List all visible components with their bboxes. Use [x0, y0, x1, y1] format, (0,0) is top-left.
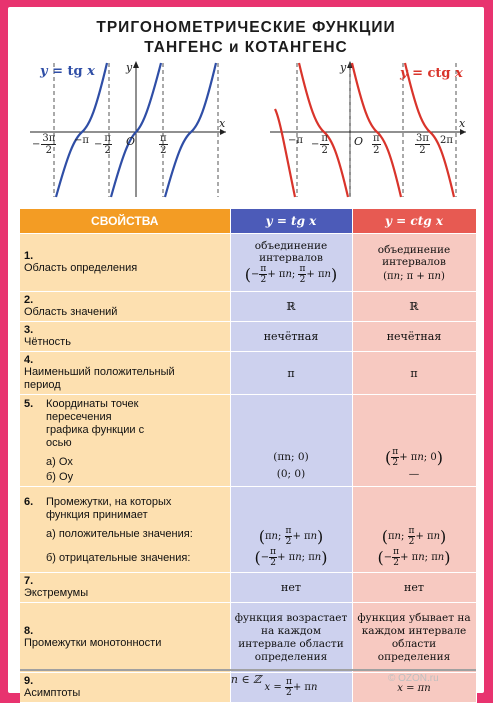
- property-cell: 3.Чётность: [20, 322, 230, 352]
- tangent-formula: y = tg x: [40, 64, 95, 79]
- origin-label: O: [354, 135, 364, 148]
- tangent-cell: объединение интервалов (− $\frac{\pi}{2}$ + πn; $\frac{\pi}{2}$ + πn): [230, 234, 352, 292]
- tangent-asymptote-formula: x = $\frac{\pi}{2}$ + πn: [264, 677, 318, 698]
- table-row: [20, 573, 476, 603]
- cotangent-domain-formula: (πn; π + πn): [383, 270, 445, 282]
- cotangent-ox-formula: ( $\frac{\pi}{2}$ + πn; 0): [385, 447, 443, 468]
- tick-3pi-2: 3π 2: [416, 133, 429, 156]
- cotangent-cell: нечётная: [352, 322, 476, 352]
- table-row: [20, 322, 476, 352]
- property-cell: 4.Наименьший положительный период: [20, 352, 230, 395]
- poster-subtitle: ТАНГЕНС и КОТАНГЕНС: [144, 39, 348, 56]
- tangent-plot: [30, 59, 230, 199]
- property-cell: 2.Область значений: [20, 292, 230, 322]
- header-properties: СВОЙСТВА: [20, 209, 230, 234]
- sub-item-oy: б) Oy: [46, 471, 74, 483]
- poster-title: ТРИГОНОМЕТРИЧЕСКИЕ ФУНКЦИИ: [96, 19, 396, 36]
- table-row: [20, 395, 476, 487]
- table-row: [20, 234, 476, 292]
- tangent-cell: [230, 487, 352, 573]
- cotangent-positive-formula: (πn; $\frac{\pi}{2}$ + πn): [381, 526, 447, 547]
- header-cotangent: y = ctg x: [352, 209, 476, 234]
- tick-2pi: 2π: [440, 135, 453, 146]
- table-row: [20, 292, 476, 322]
- properties-table: [20, 209, 477, 703]
- tick-pi-2: π 2: [160, 133, 167, 156]
- tangent-cell: π: [230, 352, 352, 395]
- cotangent-graph: [270, 59, 470, 199]
- footer-divider: [20, 669, 476, 671]
- footer-note: n ∈ ℤ: [230, 673, 262, 686]
- tangent-cell: (πn; 0) (0; 0): [230, 395, 352, 487]
- tick-minus-pi: −π: [74, 135, 89, 146]
- cotangent-cell: объединение интервалов (πn; π + πn): [352, 234, 476, 292]
- cotangent-cell: x = πn: [352, 673, 476, 703]
- tick-pi-2: π 2: [373, 133, 380, 156]
- tangent-cell: нечётная: [230, 322, 352, 352]
- cotangent-cell: ℝ: [352, 292, 476, 322]
- property-cell: 1.Область определения: [20, 234, 230, 292]
- origin-label: O: [126, 135, 136, 148]
- cotangent-cell: нет: [352, 573, 476, 603]
- tick-minus-pi-2: − $\frac{\pi}{2}$: [94, 133, 111, 156]
- property-cell: 8.Промежутки монотонности: [20, 603, 230, 673]
- property-cell: 7.Экстремумы: [20, 573, 230, 603]
- tangent-cell: функция возрастает на каждом интервале области определения: [230, 603, 352, 673]
- watermark: © OZON.ru: [388, 673, 439, 684]
- cotangent-formula: y = ctg x: [400, 66, 463, 81]
- poster: [8, 7, 484, 699]
- tangent-cell: ℝ: [230, 292, 352, 322]
- tangent-graph: [30, 59, 230, 199]
- tangent-positive-formula: (πn; $\frac{\pi}{2}$ + πn): [258, 526, 324, 547]
- tangent-domain-formula: (− $\frac{\pi}{2}$ + πn; $\frac{\pi}{2}$ + πn): [244, 264, 338, 285]
- sub-item-negative: б) отрицательные значения:: [46, 551, 191, 564]
- table-row: [20, 487, 476, 573]
- cotangent-cell: π: [352, 352, 476, 395]
- y-axis-arrow: [133, 61, 139, 68]
- tangent-negative-formula: (− $\frac{\pi}{2}$ + πn; πn): [254, 547, 328, 568]
- cotangent-cell: ( $\frac{\pi}{2}$ + πn; 0) —: [352, 395, 476, 487]
- cotangent-curves: [275, 63, 454, 197]
- table-row: [20, 603, 476, 673]
- header-tangent: y = tg x: [230, 209, 352, 234]
- property-cell: 9.Асимптоты: [20, 673, 230, 703]
- cotangent-negative-formula: (− $\frac{\pi}{2}$ + πn; πn): [377, 547, 451, 568]
- tick-minus-pi: −π: [288, 135, 303, 146]
- x-axis-label: x: [459, 117, 466, 130]
- cotangent-cell: [352, 487, 476, 573]
- tick-minus-3pi-2: − $\frac{3\pi}{2}$: [32, 133, 56, 156]
- cotangent-cell: функция убывает на каждом интервале области определения: [352, 603, 476, 673]
- sub-item-positive: а) положительные значения:: [46, 527, 193, 540]
- table-row: [20, 352, 476, 395]
- tick-minus-pi-2: − $\frac{\pi}{2}$: [311, 133, 328, 156]
- table-header-row: [20, 209, 476, 234]
- property-cell: 6. Промежутки, на которых функция принимает а) положительные значения: б) отрицательные значения:: [20, 487, 230, 573]
- sub-item-ox: а) Ox: [46, 456, 73, 468]
- tangent-cell: нет: [230, 573, 352, 603]
- x-axis-label: x: [219, 117, 226, 130]
- property-cell: 5. Координаты точек пересечения графика функции с осью а) Ox б) Oy: [20, 395, 230, 487]
- y-axis-label: y: [126, 61, 133, 74]
- y-axis-label: y: [340, 61, 347, 74]
